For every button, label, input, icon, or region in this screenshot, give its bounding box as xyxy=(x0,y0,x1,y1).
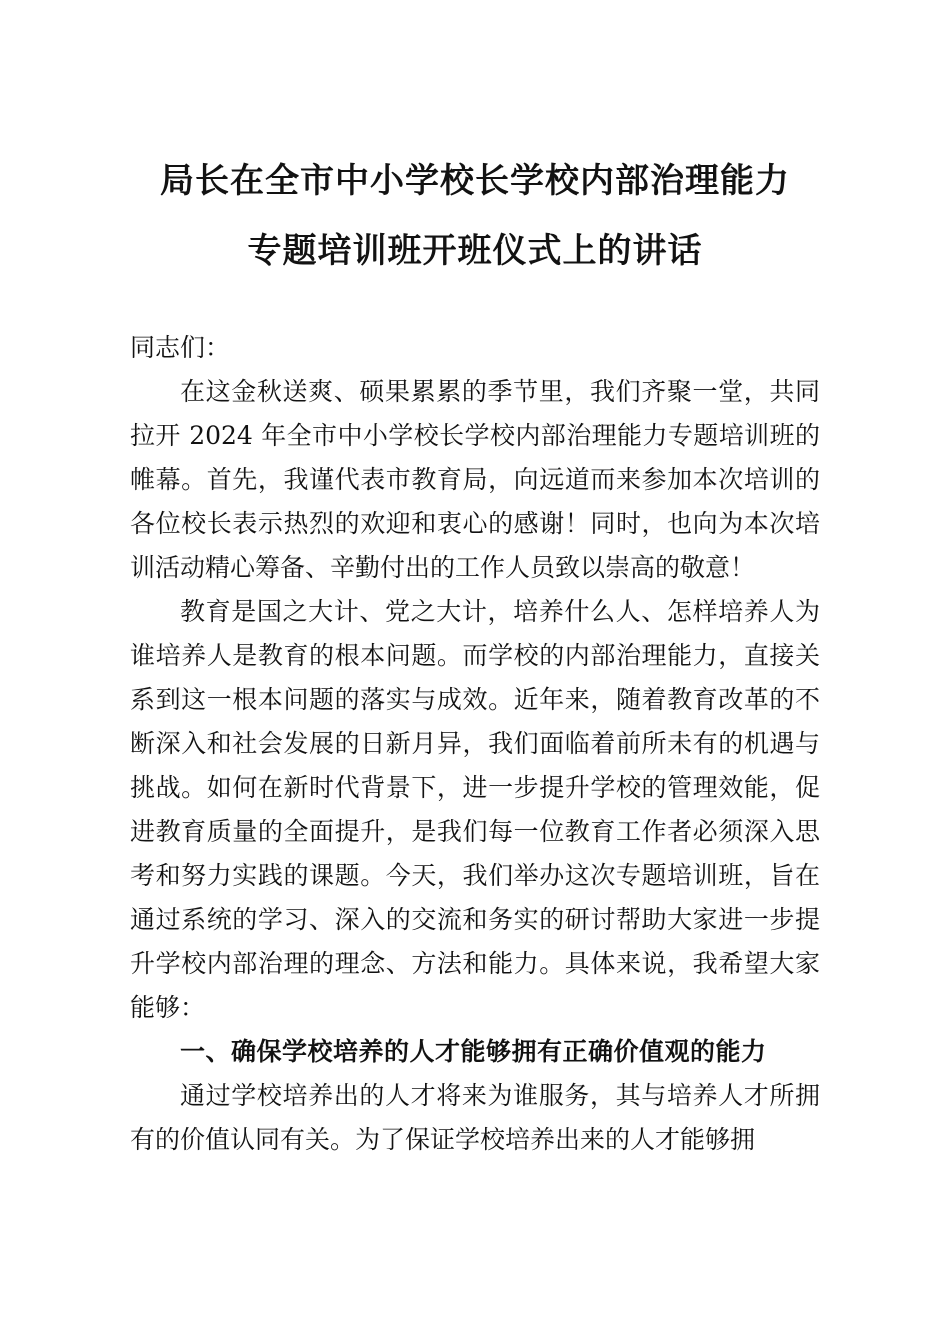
document-content xyxy=(130,146,820,1162)
document-title xyxy=(130,146,820,286)
paragraph-values: 通过学校培养出的人才将来为谁服务，其与培养人才所拥有的价值认同有关。为了保证学校培养出来的人才能够拥 xyxy=(130,1081,820,1154)
paragraph-opening: 在这金秋送爽、硕果累累的季节里，我们齐聚一堂，共同拉开 2024 年全市中小学校长学校内部治理能力专题培训班的帷幕。首先，我谨代表市教育局，向远道而来参加本次培训的各位校长表示热烈的欢迎和衷心的感谢！同时，也向为本次培训活动精心筹备、辛勤付出的工作人员致以崇高的敬意！ xyxy=(130,377,820,582)
document-body xyxy=(130,326,820,1162)
salutation: 同志们： xyxy=(130,333,231,362)
title-line-1: 局长在全市中小学校长学校内部治理能力 xyxy=(160,161,790,201)
section-heading-1: 一、确保学校培养的人才能够拥有正确价值观的能力 xyxy=(180,1037,767,1066)
paragraph-education-importance: 教育是国之大计、党之大计，培养什么人、怎样培养人为谁培养人是教育的根本问题。而学校的内部治理能力，直接关系到这一根本问题的落实与成效。近年来，随着教育改革的不断深入和社会发展的日新月异，我们面临着前所未有的机遇与挑战。如何在新时代背景下，进一步提升学校的管理效能，促进教育质量的全面提升，是我们每一位教育工作者必须深入思考和努力实践的课题。今天，我们举办这次专题培训班，旨在通过系统的学习、深入的交流和务实的研讨帮助大家进一步提升学校内部治理的理念、方法和能力。具体来说，我希望大家能够： xyxy=(130,597,820,1022)
title-line-2: 专题培训班开班仪式上的讲话 xyxy=(247,231,703,271)
